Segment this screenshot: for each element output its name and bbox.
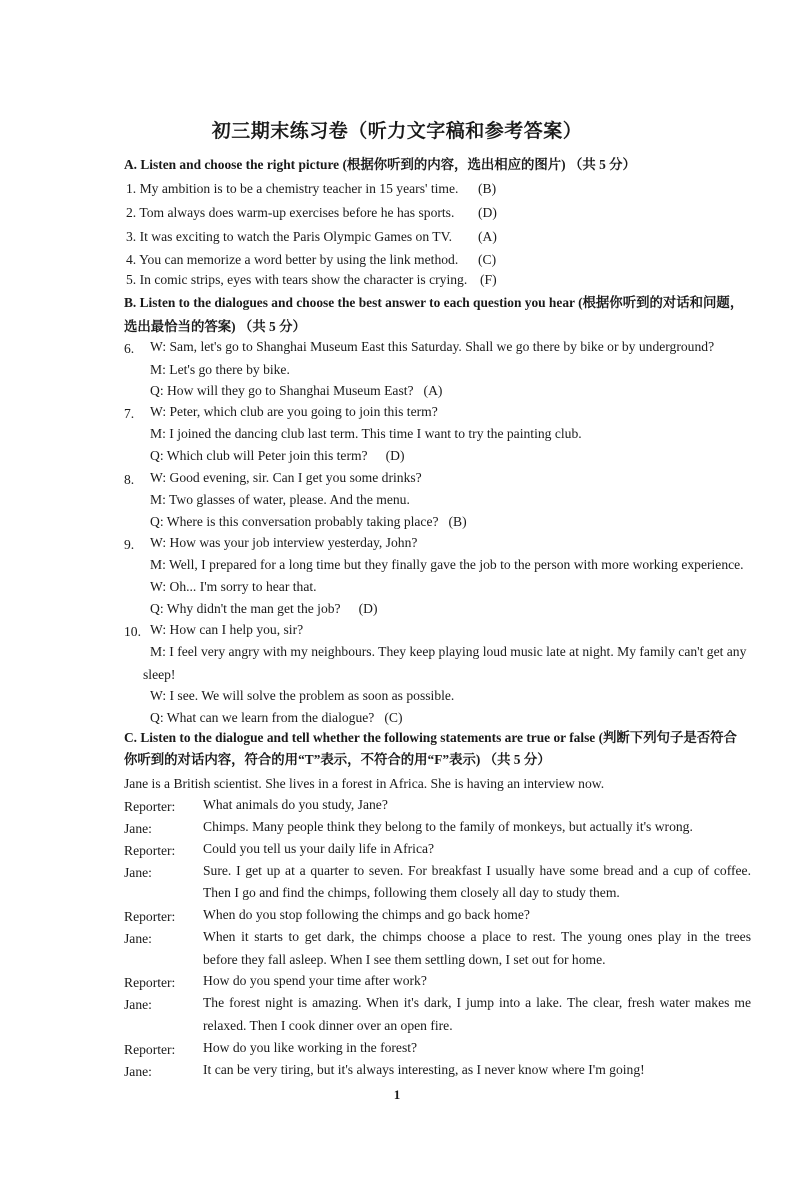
dialogue-line: W: I see. We will solve the problem as soon as possible. (150, 688, 455, 703)
dialogue-question: Q: How will they go to Shanghai Museum East? (A) (150, 383, 443, 398)
question-answer: (D) (385, 448, 405, 463)
speaker-text: Chimps. Many people think they belong to the family of monkeys, but actually it's wrong. (203, 819, 693, 834)
question-answer: (C) (384, 710, 403, 725)
dialogue-line: M: Let's go there by bike. (150, 362, 290, 377)
dialogue-line: W: How can I help you, sir? (150, 622, 304, 637)
section-a-answer: (F) (480, 272, 497, 287)
question-answer: (B) (448, 514, 467, 529)
question-number: 6. (124, 341, 135, 356)
dialogue-line: M: I joined the dancing club last term. This time I want to try the painting club. (150, 426, 582, 441)
section-a-item: 1. My ambition is to be a chemistry teacher in 15 years' time. (126, 181, 459, 196)
dialogue-line: M: Well, I prepared for a long time but they finally gave the job to the person with more working experience. (150, 557, 744, 572)
speaker-text: What animals do you study, Jane? (203, 797, 388, 812)
speaker-text: Could you tell us your daily life in Africa? (203, 841, 435, 856)
question-number: 9. (124, 537, 135, 552)
dialogue-line: M: I feel very angry with my neighbours. They keep playing loud music late at night. My family can't get any (150, 644, 747, 659)
question-answer: (A) (423, 383, 443, 398)
dialogue-line: W: Oh... I'm sorry to hear that. (150, 579, 317, 594)
section-a-item: 3. It was exciting to watch the Paris Olympic Games on TV. (126, 229, 453, 244)
dialogue-line: W: Good evening, sir. Can I get you some drinks? (150, 470, 422, 485)
section-a-item: 4. You can memorize a word better by using the link method. (126, 252, 459, 267)
dialogue-question: Q: What can we learn from the dialogue? (C) (150, 710, 403, 725)
section-c-heading: C. Listen to the dialogue and tell whether the following statements are true or false (判断下列句子是否符合 (124, 730, 737, 745)
section-a-answer: (C) (478, 252, 497, 267)
dialogue-question: Q: Which club will Peter join this term? (D) (150, 448, 405, 463)
speaker-text: before they fall asleep. When I see them settling down, I set out for home. (203, 952, 606, 967)
speaker-label: Jane: (124, 821, 152, 836)
speaker-label: Jane: (124, 1064, 152, 1079)
section-a-heading: A. Listen and choose the right picture (根据你听到的内容，选出相应的图片) （共 5 分） (124, 157, 636, 172)
speaker-text: It can be very tiring, but it's always interesting, as I never know where I'm going! (203, 1062, 645, 1077)
dialogue-question: Q: Where is this conversation probably taking place? (B) (150, 514, 467, 529)
section-a-answer: (A) (478, 229, 497, 244)
question-number: 7. (124, 406, 135, 421)
dialogue-line: sleep! (143, 667, 176, 682)
dialogue-question: Q: Why didn't the man get the job? (D) (150, 601, 378, 616)
speaker-label: Jane: (124, 865, 152, 880)
speaker-label: Reporter: (124, 843, 176, 858)
dialogue-line: W: Peter, which club are you going to join this term? (150, 404, 438, 419)
dialogue-line: W: Sam, let's go to Shanghai Museum East this Saturday. Shall we go there by bike or by underground? (150, 339, 715, 354)
speaker-label: Jane: (124, 997, 152, 1012)
speaker-text: How do you like working in the forest? (203, 1040, 418, 1055)
speaker-label: Reporter: (124, 975, 176, 990)
dialogue-line: W: How was your job interview yesterday, John? (150, 535, 418, 550)
question-answer: (D) (358, 601, 378, 616)
speaker-text: Then I go and find the chimps, following them closely all day to study them. (203, 885, 620, 900)
speaker-label: Reporter: (124, 1042, 176, 1057)
speaker-text: relaxed. Then I cook dinner over an open fire. (203, 1018, 453, 1033)
section-a-answer: (D) (478, 205, 497, 220)
section-b-heading: B. Listen to the dialogues and choose the best answer to each question you hear (根据你听到的对话和问题， (124, 295, 744, 310)
dialogue-line: M: Two glasses of water, please. And the menu. (150, 492, 410, 507)
page-title: 初三期末练习卷（听力文字稿和参考答案） (211, 120, 583, 142)
section-a-answer: (B) (478, 181, 497, 196)
page-number: 1 (393, 1087, 401, 1102)
question-number: 8. (124, 472, 135, 487)
speaker-label: Reporter: (124, 799, 176, 814)
speaker-text: When do you stop following the chimps and go back home? (203, 907, 530, 922)
speaker-text: Sure. I get up at a quarter to seven. For breakfast I usually have some bread and a cup of coffee. (203, 863, 751, 878)
speaker-label: Jane: (124, 931, 152, 946)
section-a-item: 5. In comic strips, eyes with tears show the character is crying. (126, 272, 468, 287)
speaker-text: How do you spend your time after work? (203, 973, 427, 988)
speaker-text: When it starts to get dark, the chimps choose a place to rest. The young ones play in the trees (203, 929, 751, 944)
section-c-heading-cont: 你听到的对话内容，符合的用“T”表示，不符合的用“F”表示) （共 5 分） (124, 752, 551, 767)
section-b-heading-cont: 选出最恰当的答案) （共 5 分） (124, 319, 306, 334)
speaker-label: Reporter: (124, 909, 176, 924)
section-a-item: 2. Tom always does warm-up exercises before he has sports. (126, 205, 455, 220)
speaker-text: The forest night is amazing. When it's dark, I jump into a lake. The clear, fresh water makes me (203, 995, 751, 1010)
question-number: 10. (124, 624, 141, 639)
section-c-intro: Jane is a British scientist. She lives in a forest in Africa. She is having an interview now. (124, 776, 605, 791)
